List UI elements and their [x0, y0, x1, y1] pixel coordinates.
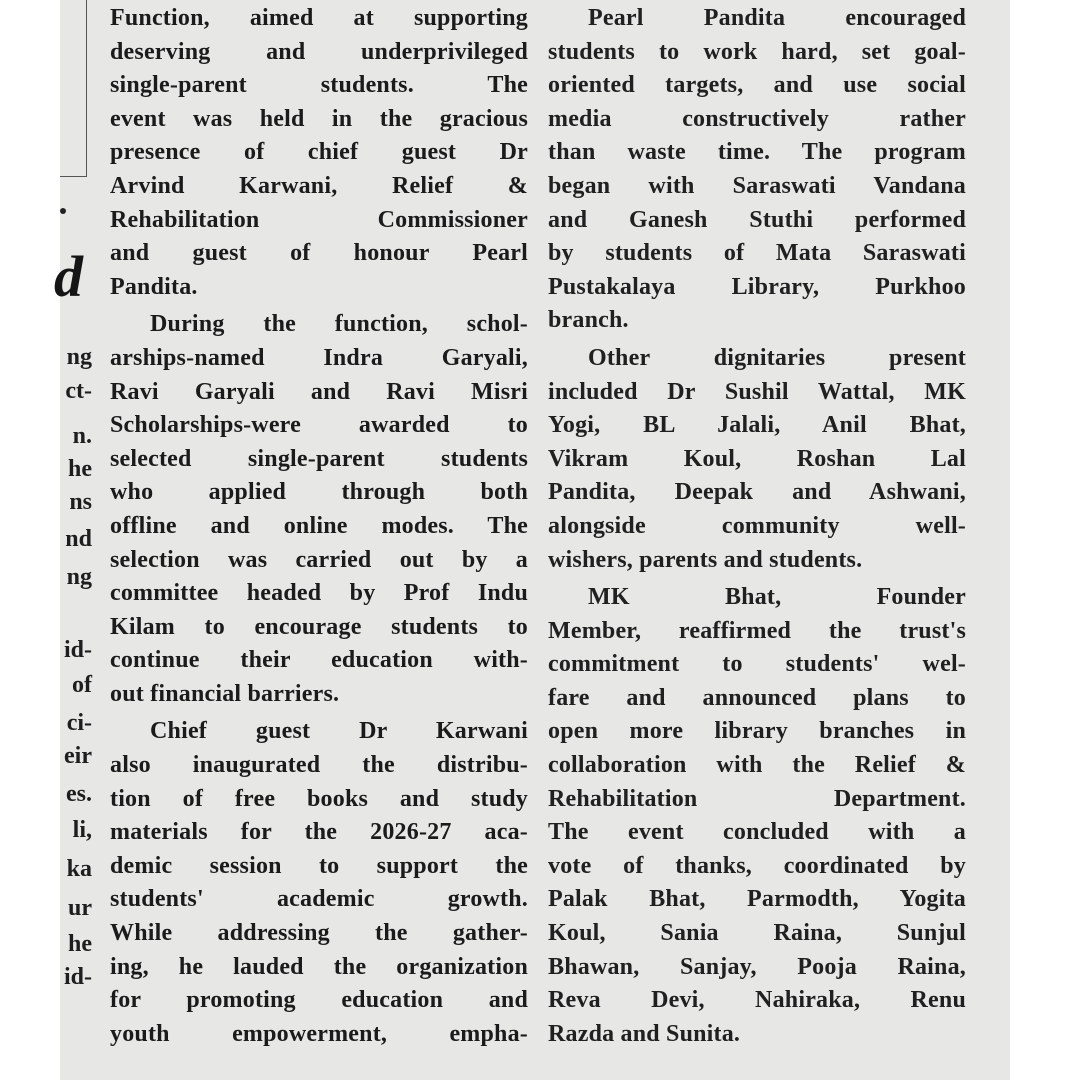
article-text-line: continue their education with-: [110, 647, 528, 674]
adjacent-text-fragment: ng: [66, 344, 92, 370]
article-text-line: Pustakalaya Library, Purkhoo: [548, 273, 966, 300]
article-text-line: for promoting education and: [110, 987, 528, 1014]
article-text-line: by students of Mata Saraswati: [548, 240, 966, 267]
article-text-line: alongside community well-: [548, 512, 966, 539]
article-text-line: Arvind Karwani, Relief &: [110, 172, 528, 199]
adjacent-text-fragment: ct-: [65, 378, 92, 404]
article-text-line: Ravi Garyali and Ravi Misri: [110, 378, 528, 405]
adjacent-box-border: [60, 0, 87, 177]
adjacent-text-fragment: of: [72, 672, 92, 698]
article-text-line: The event concluded with a: [548, 819, 966, 846]
adjacent-text-fragment: ng: [66, 564, 92, 590]
adjacent-text-fragment: ns: [69, 489, 92, 515]
article-text-line: fare and announced plans to: [548, 684, 966, 711]
article-text-line: Scholarships-were awarded to: [110, 412, 528, 439]
article-text-line: During the function, schol-: [150, 311, 528, 338]
adjacent-article-fragment: [54, 0, 92, 1080]
adjacent-text-fragment: ur: [68, 895, 92, 921]
adjacent-text-fragment: nd: [65, 526, 92, 552]
article-text-line: Vikram Koul, Roshan Lal: [548, 445, 966, 472]
article-text-line: demic session to support the: [110, 852, 528, 879]
article-text-line: wishers, parents and students.: [548, 546, 863, 573]
adjacent-text-fragment: he: [68, 456, 92, 482]
article-text-line: collaboration with the Relief &: [548, 752, 966, 779]
article-text-line: Yogi, BL Jalali, Anil Bhat,: [548, 412, 966, 439]
article-text-line: committee headed by Prof Indu: [110, 580, 528, 607]
article-text-line: oriented targets, and use social: [548, 72, 966, 99]
article-text-line: Koul, Sania Raina, Sunjul: [548, 920, 966, 947]
article-text-line: Rehabilitation Commissioner: [110, 206, 528, 233]
article-text-line: students to work hard, set goal-: [548, 38, 966, 65]
article-text-line: MK Bhat, Founder: [588, 584, 966, 611]
article-text-line: and Ganesh Stuthi performed: [548, 206, 966, 233]
article-text-line: vote of thanks, coordinated by: [548, 852, 966, 879]
article-text-line: branch.: [548, 307, 629, 334]
adjacent-text-fragment: id-: [63, 637, 92, 663]
article-text-line: ing, he lauded the organization: [110, 953, 528, 980]
article-text-line: media constructively rather: [548, 105, 966, 132]
article-text-line: selected single-parent students: [110, 445, 528, 472]
article-text-line: Palak Bhat, Parmodth, Yogita: [548, 886, 966, 913]
article-text-line: began with Saraswati Vandana: [548, 172, 966, 199]
article-text-line: Kilam to encourage students to: [110, 613, 528, 640]
article-text-line: and guest of honour Pearl: [110, 240, 528, 267]
article-text-line: presence of chief guest Dr: [110, 139, 528, 166]
adjacent-dot: [60, 208, 66, 214]
article-text-line: open more library branches in: [548, 718, 966, 745]
adjacent-text-fragment: he: [68, 931, 92, 957]
article-text-line: included Dr Sushil Wattal, MK: [548, 378, 966, 405]
article-text-line: Pandita.: [110, 273, 198, 300]
adjacent-text-fragment: ci-: [66, 710, 92, 736]
article-text-line: selection was carried out by a: [110, 546, 528, 573]
article-text-line: youth empowerment, empha-: [110, 1020, 528, 1047]
adjacent-text-fragment: es.: [66, 781, 92, 807]
article-text-line: Bhawan, Sanjay, Pooja Raina,: [548, 953, 966, 980]
adjacent-text-fragment: id-: [63, 964, 92, 990]
article-text-line: offline and online modes. The: [110, 512, 528, 539]
adjacent-text-fragment: eir: [64, 743, 92, 769]
article-text-line: tion of free books and study: [110, 785, 528, 812]
article-text-line: Chief guest Dr Karwani: [150, 718, 528, 745]
article-text-line: Member, reaffirmed the trust's: [548, 617, 966, 644]
article-text-line: deserving and underprivileged: [110, 38, 528, 65]
article-column-left: [110, 2, 528, 1051]
article-text-line: Rehabilitation Department.: [548, 785, 966, 812]
article-text-line: than waste time. The program: [548, 139, 966, 166]
article-text-line: single-parent students. The: [110, 72, 528, 99]
article-text-line: Pearl Pandita encouraged: [588, 5, 966, 31]
article-text-line: Pandita, Deepak and Ashwani,: [548, 479, 966, 506]
article-text-line: While addressing the gather-: [110, 920, 528, 947]
article-text-line: commitment to students' wel-: [548, 651, 966, 678]
article-text-line: Reva Devi, Nahiraka, Renu: [548, 987, 966, 1014]
article-text-line: students' academic growth.: [110, 886, 528, 913]
article-column-right: [548, 2, 966, 1051]
article-text-line: materials for the 2026-27 aca-: [110, 819, 528, 846]
adjacent-text-fragment: li,: [72, 817, 92, 843]
adjacent-text-fragment: ka: [66, 856, 92, 882]
article-text-line: Function, aimed at supporting: [110, 5, 528, 31]
adjacent-headline-letter: d: [54, 244, 83, 309]
article-text-line: out financial barriers.: [110, 680, 340, 707]
newspaper-clipping: [54, 0, 1010, 1080]
article-text-line: arships-named Indra Garyali,: [110, 344, 528, 371]
article-text-line: event was held in the gracious: [110, 105, 528, 132]
article-text-line: Razda and Sunita.: [548, 1020, 741, 1047]
adjacent-text-fragment: n.: [72, 423, 92, 449]
article-text-line: who applied through both: [110, 479, 528, 506]
article-text-line: also inaugurated the distribu-: [110, 752, 528, 779]
article-text-line: Other dignitaries present: [588, 344, 966, 371]
